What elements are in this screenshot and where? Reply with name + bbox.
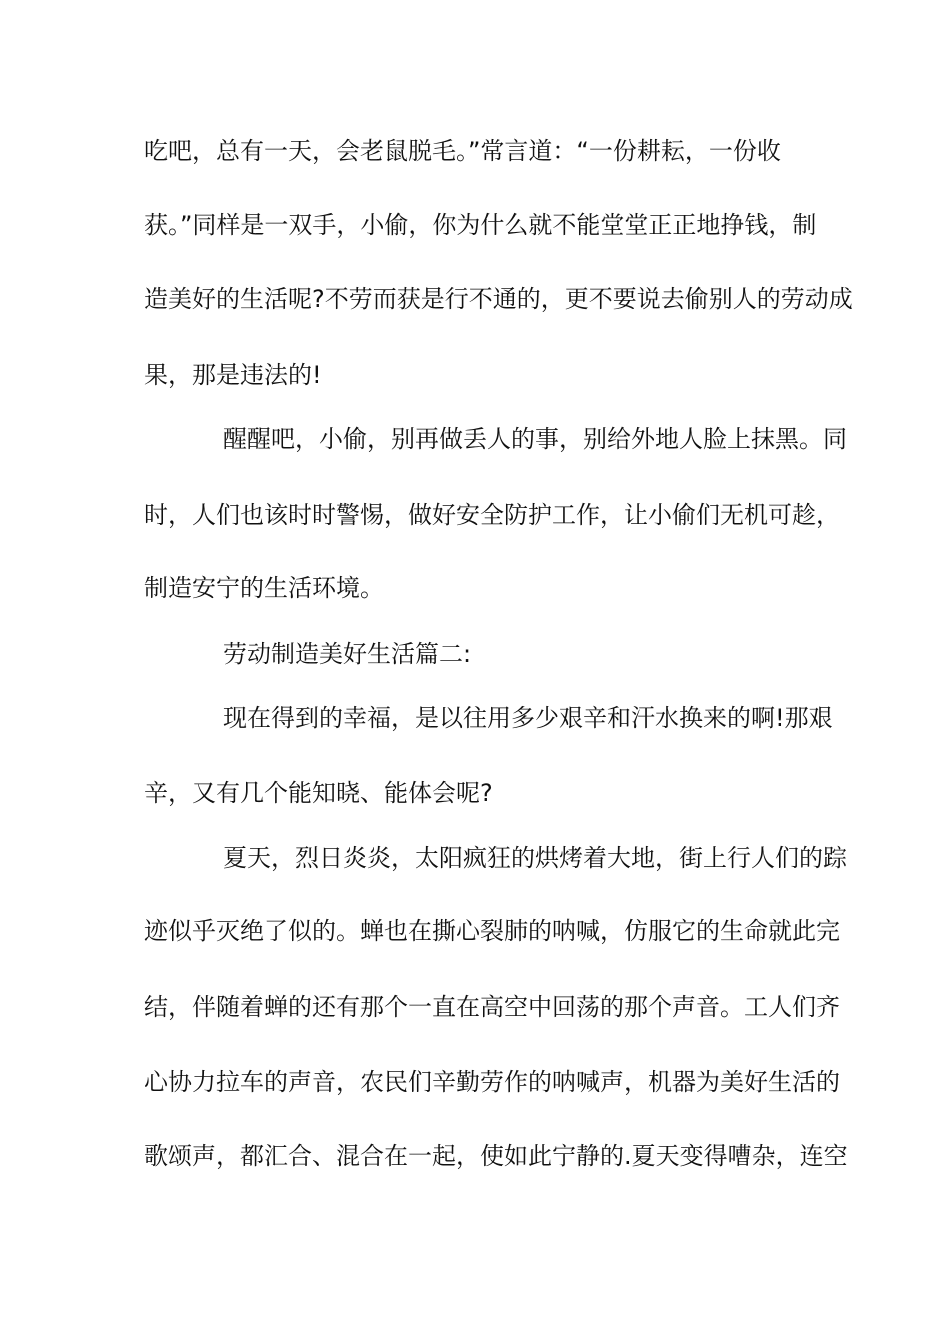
text-line: 造美好的生活呢?不劳而获是行不通的，更不要说去偷别人的劳动成 — [144, 285, 853, 313]
section-heading: 劳动制造美好生活篇二: — [223, 640, 472, 668]
paragraph-first-line: 醒醒吧，小偷，别再做丢人的事，别给外地人脸上抹黑。同 — [223, 425, 847, 453]
text-line: 心协力拉车的声音，农民们辛勤劳作的呐喊声，机器为美好生活的 — [144, 1068, 840, 1096]
text-line: 迹似乎灭绝了似的。蝉也在撕心裂肺的呐喊，仿服它的生命就此完 — [144, 917, 840, 945]
text-line: 果，那是违法的! — [144, 361, 322, 389]
paragraph-first-line: 夏天，烈日炎炎，太阳疯狂的烘烤着大地，街上行人们的踪 — [223, 844, 847, 872]
text-line: 时，人们也该时时警惕，做好安全防护工作，让小偷们无机可趁， — [144, 501, 840, 529]
text-line: 制造安宁的生活环境。 — [144, 574, 384, 602]
text-line: 吃吧，总有一天，会老鼠脱毛。”常言道：“一份耕耘，一份收 — [144, 137, 781, 165]
text-line: 结，伴随着蝉的还有那个一直在高空中回荡的那个声音。工人们齐 — [144, 993, 840, 1021]
paragraph-first-line: 现在得到的幸福，是以往用多少艰辛和汗水换来的啊!那艰 — [223, 704, 833, 732]
text-line: 辛，又有几个能知晓、能体会呢? — [144, 779, 493, 807]
text-line: 获。”同样是一双手，小偷，你为什么就不能堂堂正正地挣钱，制 — [144, 211, 817, 239]
text-line: 歌颂声，都汇合、混合在一起，使如此宁静的.夏天变得嘈杂，连空 — [144, 1142, 848, 1170]
